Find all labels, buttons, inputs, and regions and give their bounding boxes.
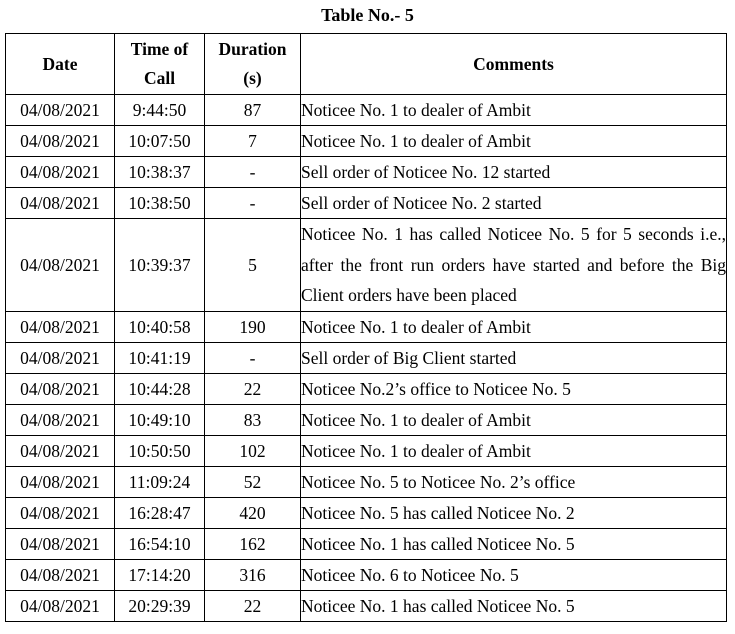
cell-duration: 316 bbox=[205, 559, 301, 590]
cell-time: 11:09:24 bbox=[115, 466, 205, 497]
header-duration bbox=[205, 34, 301, 95]
header-time-line1: Time of bbox=[130, 39, 189, 59]
cell-date: 04/08/2021 bbox=[6, 342, 115, 373]
cell-date: 04/08/2021 bbox=[6, 559, 115, 590]
cell-duration: 162 bbox=[205, 528, 301, 559]
table-row bbox=[6, 95, 727, 126]
table-row bbox=[6, 342, 727, 373]
header-comments: Comments bbox=[301, 34, 727, 95]
cell-duration: 190 bbox=[205, 311, 301, 342]
cell-date: 04/08/2021 bbox=[6, 219, 115, 312]
cell-date: 04/08/2021 bbox=[6, 528, 115, 559]
cell-duration: - bbox=[205, 188, 301, 219]
table-row bbox=[6, 590, 727, 621]
header-date: Date bbox=[6, 34, 115, 95]
cell-duration: 7 bbox=[205, 126, 301, 157]
cell-date: 04/08/2021 bbox=[6, 466, 115, 497]
cell-comment: Noticee No. 6 to Noticee No. 5 bbox=[301, 559, 727, 590]
table-caption: Table No.- 5 bbox=[321, 5, 414, 25]
cell-duration: 87 bbox=[205, 95, 301, 126]
cell-time: 10:40:58 bbox=[115, 311, 205, 342]
cell-date: 04/08/2021 bbox=[6, 126, 115, 157]
cell-time: 10:49:10 bbox=[115, 404, 205, 435]
cell-time: 9:44:50 bbox=[115, 95, 205, 126]
header-duration-line2: (s) bbox=[243, 68, 262, 88]
header-time-line2: Call bbox=[143, 68, 176, 88]
cell-date: 04/08/2021 bbox=[6, 590, 115, 621]
cell-time: 10:44:28 bbox=[115, 373, 205, 404]
cell-date: 04/08/2021 bbox=[6, 95, 115, 126]
header-row bbox=[6, 34, 727, 95]
cell-date: 04/08/2021 bbox=[6, 311, 115, 342]
cell-time: 10:41:19 bbox=[115, 342, 205, 373]
table-row bbox=[6, 435, 727, 466]
cell-comment: Noticee No. 1 has called Noticee No. 5 bbox=[301, 528, 727, 559]
table-row bbox=[6, 219, 727, 312]
table-row bbox=[6, 528, 727, 559]
cell-duration: 22 bbox=[205, 373, 301, 404]
cell-comment: Noticee No. 1 to dealer of Ambit bbox=[301, 126, 727, 157]
cell-comment: Noticee No. 1 to dealer of Ambit bbox=[301, 311, 727, 342]
cell-duration: - bbox=[205, 342, 301, 373]
table-row bbox=[6, 157, 727, 188]
cell-comment: Noticee No. 1 to dealer of Ambit bbox=[301, 435, 727, 466]
call-log-table bbox=[5, 33, 727, 622]
cell-comment: Sell order of Noticee No. 12 started bbox=[301, 157, 727, 188]
cell-time: 17:14:20 bbox=[115, 559, 205, 590]
cell-time: 10:38:37 bbox=[115, 157, 205, 188]
cell-duration: 22 bbox=[205, 590, 301, 621]
cell-comment: Noticee No. 1 has called Noticee No. 5 for 5 seconds i.e., after the front run orders have started and before the Big Client orders have been placed bbox=[301, 219, 727, 312]
cell-duration: 5 bbox=[205, 219, 301, 312]
cell-date: 04/08/2021 bbox=[6, 157, 115, 188]
cell-time: 16:54:10 bbox=[115, 528, 205, 559]
cell-time: 16:28:47 bbox=[115, 497, 205, 528]
table-row bbox=[6, 373, 727, 404]
cell-comment: Noticee No. 5 to Noticee No. 2’s office bbox=[301, 466, 727, 497]
cell-date: 04/08/2021 bbox=[6, 373, 115, 404]
cell-duration: - bbox=[205, 157, 301, 188]
cell-comment: Noticee No. 5 has called Noticee No. 2 bbox=[301, 497, 727, 528]
cell-time: 10:38:50 bbox=[115, 188, 205, 219]
cell-comment: Noticee No. 1 to dealer of Ambit bbox=[301, 95, 727, 126]
cell-time: 10:50:50 bbox=[115, 435, 205, 466]
table-row bbox=[6, 466, 727, 497]
table-row bbox=[6, 559, 727, 590]
cell-comment: Noticee No. 1 has called Noticee No. 5 bbox=[301, 590, 727, 621]
cell-time: 10:39:37 bbox=[115, 219, 205, 312]
cell-date: 04/08/2021 bbox=[6, 188, 115, 219]
header-duration-line1: Duration bbox=[218, 39, 287, 59]
cell-duration: 420 bbox=[205, 497, 301, 528]
table-row bbox=[6, 497, 727, 528]
header-time-of-call bbox=[115, 34, 205, 95]
table-row bbox=[6, 404, 727, 435]
cell-time: 20:29:39 bbox=[115, 590, 205, 621]
table-row bbox=[6, 311, 727, 342]
cell-duration: 102 bbox=[205, 435, 301, 466]
cell-comment: Sell order of Noticee No. 2 started bbox=[301, 188, 727, 219]
table-row bbox=[6, 126, 727, 157]
cell-duration: 52 bbox=[205, 466, 301, 497]
table-row bbox=[6, 188, 727, 219]
cell-comment: Noticee No. 1 to dealer of Ambit bbox=[301, 404, 727, 435]
cell-date: 04/08/2021 bbox=[6, 404, 115, 435]
cell-date: 04/08/2021 bbox=[6, 497, 115, 528]
cell-time: 10:07:50 bbox=[115, 126, 205, 157]
cell-comment: Noticee No.2’s office to Noticee No. 5 bbox=[301, 373, 727, 404]
cell-duration: 83 bbox=[205, 404, 301, 435]
cell-date: 04/08/2021 bbox=[6, 435, 115, 466]
cell-comment: Sell order of Big Client started bbox=[301, 342, 727, 373]
